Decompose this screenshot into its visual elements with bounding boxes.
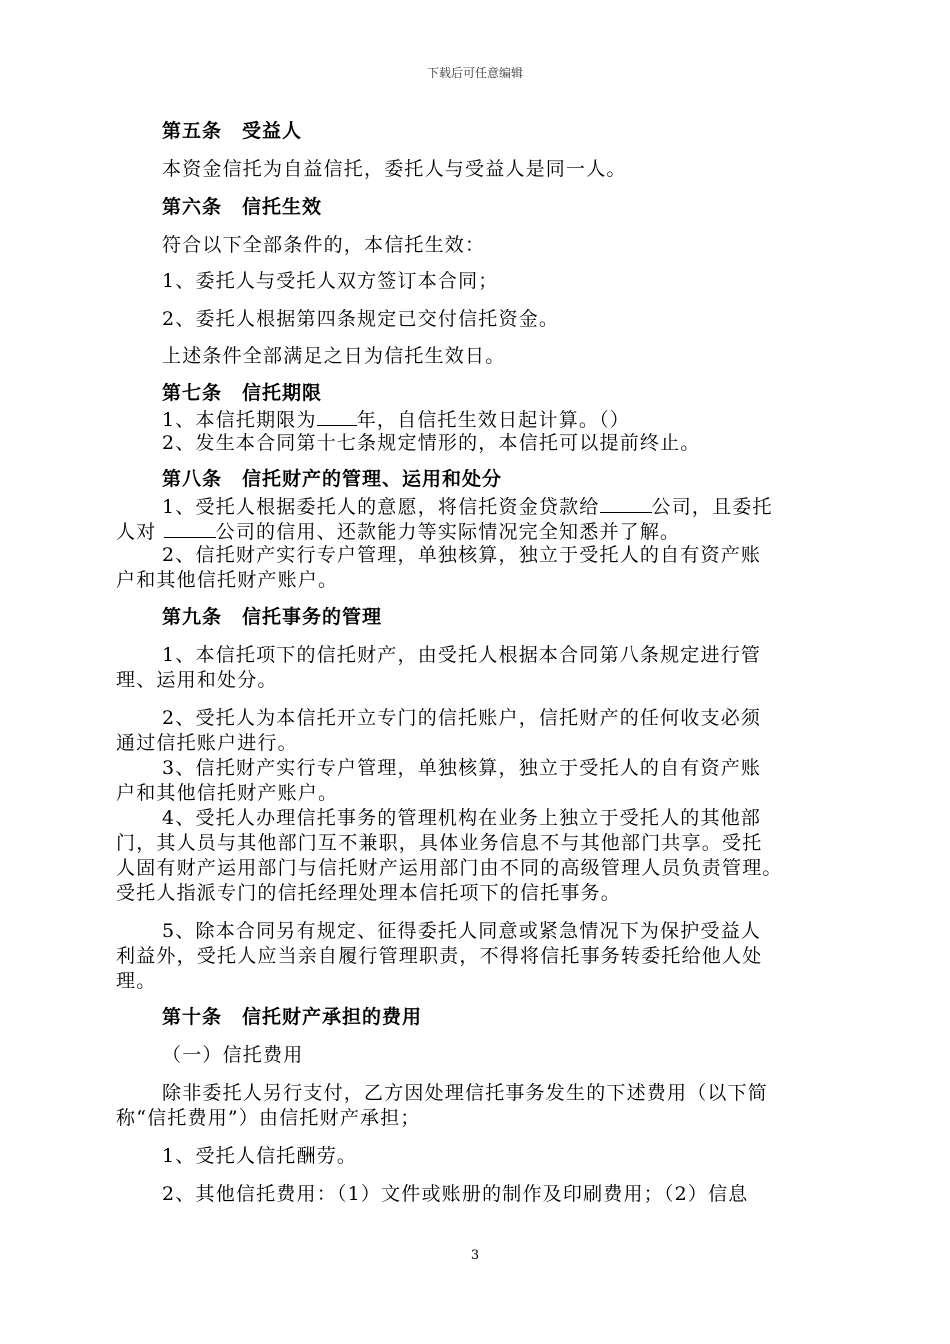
subsection-heading: （一）信托费用 <box>162 1044 304 1066</box>
paragraph-line: 理。 <box>116 970 157 992</box>
blank-underline <box>600 494 652 513</box>
line-text: 1、受托人根据委托人的意愿，将信托资金贷款给 <box>162 496 600 518</box>
paragraph-line: 利益外，受托人应当亲自履行管理职责，不得将信托事务转委托给他人处 <box>116 945 763 967</box>
article-6-heading: 第六条 信托生效 <box>162 196 323 218</box>
article-8-heading: 第八条 信托财产的管理、运用和处分 <box>162 468 503 490</box>
page-header: 下载后可任意编辑 <box>426 66 523 80</box>
line-text: 年，自信托生效日起计算。（） <box>356 409 631 431</box>
paragraph-line: 上述条件全部满足之日为信托生效日。 <box>162 345 506 367</box>
paragraph-line <box>116 519 680 543</box>
paragraph-line: 人固有财产运用部门与信托财产运用部门由不同的高级管理人员负责管理。 <box>116 857 783 879</box>
paragraph-line: 2、委托人根据第四条规定已交付信托资金。 <box>162 308 560 330</box>
paragraph-line <box>162 407 630 431</box>
paragraph-line: 4、受托人办理信托事务的管理机构在业务上独立于受托人的其他部 <box>162 807 762 829</box>
line-text: 公司，且委托 <box>651 496 773 518</box>
paragraph-line: 户和其他信托财产账户。 <box>116 569 339 591</box>
paragraph-line: 5、除本合同另有规定、征得委托人同意或紧急情况下为保护受益人 <box>162 920 762 942</box>
line-text: 人对 <box>116 521 157 543</box>
paragraph-line: 2、其他信托费用：（1）文件或账册的制作及印刷费用；（2）信息 <box>162 1183 749 1205</box>
paragraph-line: 2、受托人为本信托开立专门的信托账户，信托财产的任何收支必须 <box>162 707 762 729</box>
paragraph-line: 门，其人员与其他部门互不兼职，具体业务信息不与其他部门共享。受托 <box>116 832 763 854</box>
paragraph-line: 户和其他信托财产账户。 <box>116 782 339 804</box>
blank-underline <box>317 407 357 426</box>
article-7-heading: 第七条 信托期限 <box>162 382 323 404</box>
line-text: 公司的信用、还款能力等实际情况完全知悉并了解。 <box>215 521 681 543</box>
paragraph-line: 1、受托人信托酬劳。 <box>162 1145 358 1167</box>
paragraph-line <box>162 494 773 518</box>
article-10-heading: 第十条 信托财产承担的费用 <box>162 1006 423 1028</box>
paragraph-line: 3、信托财产实行专户管理，单独核算，独立于受托人的自有资产账 <box>162 757 762 779</box>
paragraph-line: 符合以下全部条件的，本信托生效： <box>162 234 486 256</box>
paragraph-line: 1、本信托项下的信托财产，由受托人根据本合同第八条规定进行管 <box>162 644 762 666</box>
blank-underline <box>164 519 216 538</box>
line-text: 1、本信托期限为 <box>162 409 317 431</box>
paragraph-line: 2、发生本合同第十七条规定情形的，本信托可以提前终止。 <box>162 432 701 454</box>
paragraph-line: 通过信托账户进行。 <box>116 732 298 754</box>
paragraph-line: 受托人指派专门的信托经理处理本信托项下的信托事务。 <box>116 882 622 904</box>
page-number: 3 <box>470 1248 480 1263</box>
article-9-heading: 第九条 信托事务的管理 <box>162 606 383 628</box>
paragraph-line: 本资金信托为自益信托，委托人与受益人是同一人。 <box>162 158 627 180</box>
paragraph-line: 2、信托财产实行专户管理，单独核算，独立于受托人的自有资产账 <box>162 544 762 566</box>
paragraph-line: 除非委托人另行支付，乙方因处理信托事务发生的下述费用（以下简 <box>162 1082 769 1104</box>
article-5-heading: 第五条 受益人 <box>162 120 303 142</box>
paragraph-line: 1、委托人与受托人双方签订本合同； <box>162 270 499 292</box>
paragraph-line: 称“信托费用”）由信托财产承担； <box>116 1107 421 1129</box>
paragraph-line: 理、运用和处分。 <box>116 669 278 691</box>
